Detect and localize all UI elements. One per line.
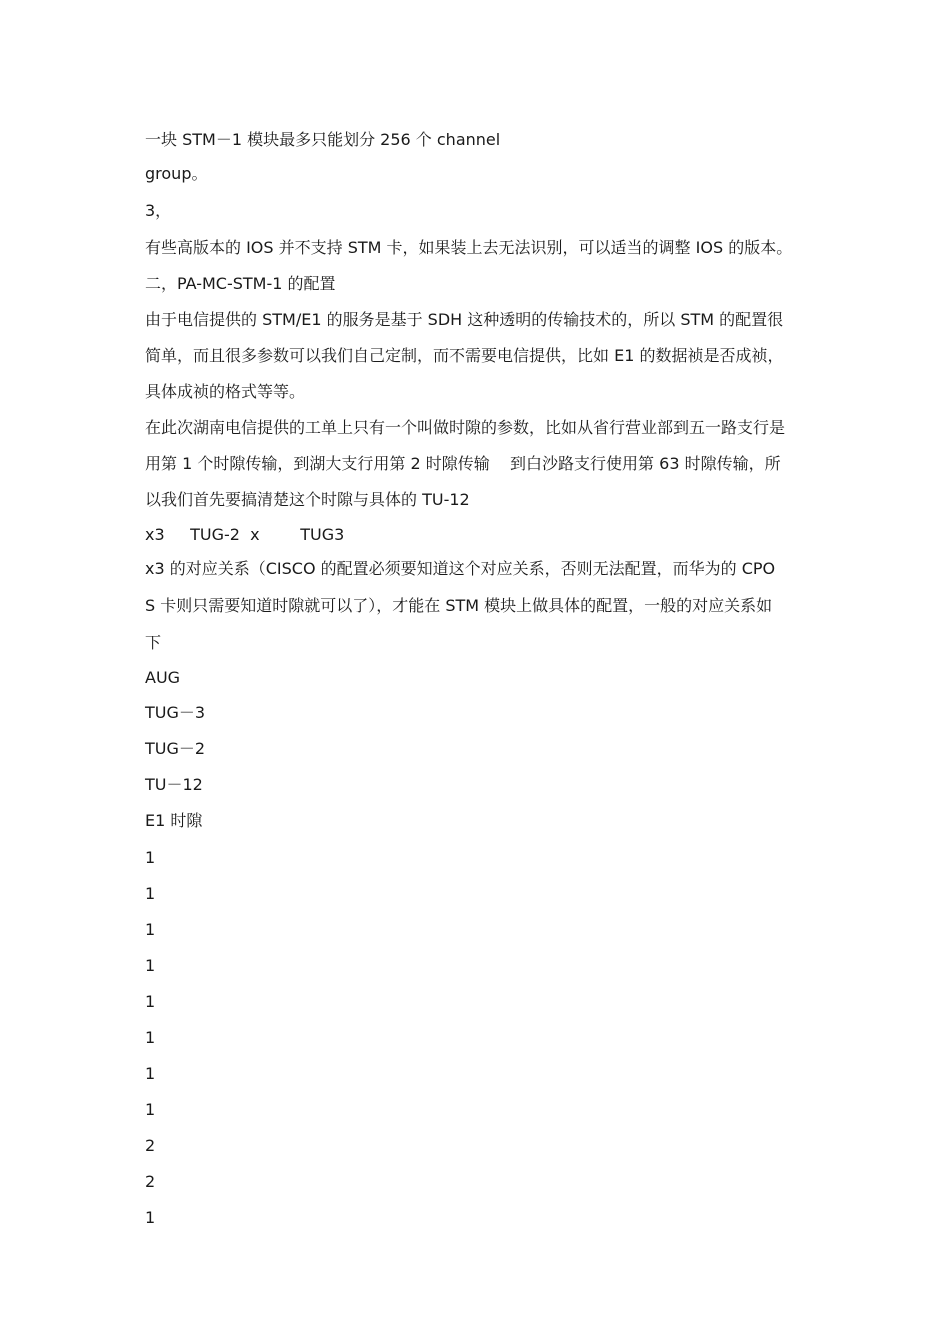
text-line: S 卡则只需要知道时隙就可以了），才能在 STM 模块上做具体的配置，一般的对应关系如	[145, 596, 773, 615]
table-cell: 1	[145, 1028, 156, 1047]
table-header-cell: AUG	[145, 668, 181, 687]
text-line: 由于电信提供的 STM/E1 的服务是基于 SDH 这种透明的传输技术的，所以 STM 的配置很	[145, 310, 784, 329]
table-cell: 1	[145, 884, 156, 903]
text-line: 简单，而且很多参数可以我们自己定制，而不需要电信提供，比如 E1 的数据祯是否成祯，	[145, 346, 784, 365]
section-heading: 二，PA-MC-STM-1 的配置	[145, 274, 336, 293]
table-cell: 1	[145, 920, 156, 939]
table-cell: 1	[145, 956, 156, 975]
text-line: group。	[145, 164, 208, 183]
table-cell: 1	[145, 992, 156, 1011]
table-cell: 1	[145, 848, 156, 867]
table-header-cell: E1 时隙	[145, 811, 203, 830]
text-line: 以我们首先要搞清楚这个时隙与具体的 TU-12	[145, 490, 470, 509]
table-cell: 1	[145, 1100, 156, 1119]
text-line: 用第 1 个时隙传输，到湖大支行用第 2 时隙传输 到白沙路支行使用第 63 时隙传输，所	[145, 454, 781, 473]
text-line: 在此次湖南电信提供的工单上只有一个叫做时隙的参数，比如从省行营业部到五一路支行是	[145, 418, 786, 437]
table-cell: 2	[145, 1136, 156, 1155]
text-line: 一块 STM－1 模块最多只能划分 256 个 channel	[145, 130, 501, 149]
table-header-cell: TUG－2	[145, 739, 206, 758]
table-cell: 1	[145, 1064, 156, 1083]
table-header-cell: TU－12	[145, 775, 203, 794]
table-header-cell: TUG－3	[145, 703, 206, 722]
table-cell: 1	[145, 1208, 156, 1227]
text-line: 3，	[145, 201, 172, 220]
text-line: 下	[145, 633, 162, 652]
text-line: 具体成祯的格式等等。	[145, 382, 306, 401]
text-line: 有些高版本的 IOS 并不支持 STM 卡，如果装上去无法识别，可以适当的调整 IOS 的版本。	[145, 238, 793, 257]
text-line: x3 TUG-2 x TUG3	[145, 525, 345, 544]
table-cell: 2	[145, 1172, 156, 1191]
text-line: x3 的对应关系（CISCO 的配置必须要知道这个对应关系，否则无法配置，而华为的 CPO	[145, 559, 776, 578]
